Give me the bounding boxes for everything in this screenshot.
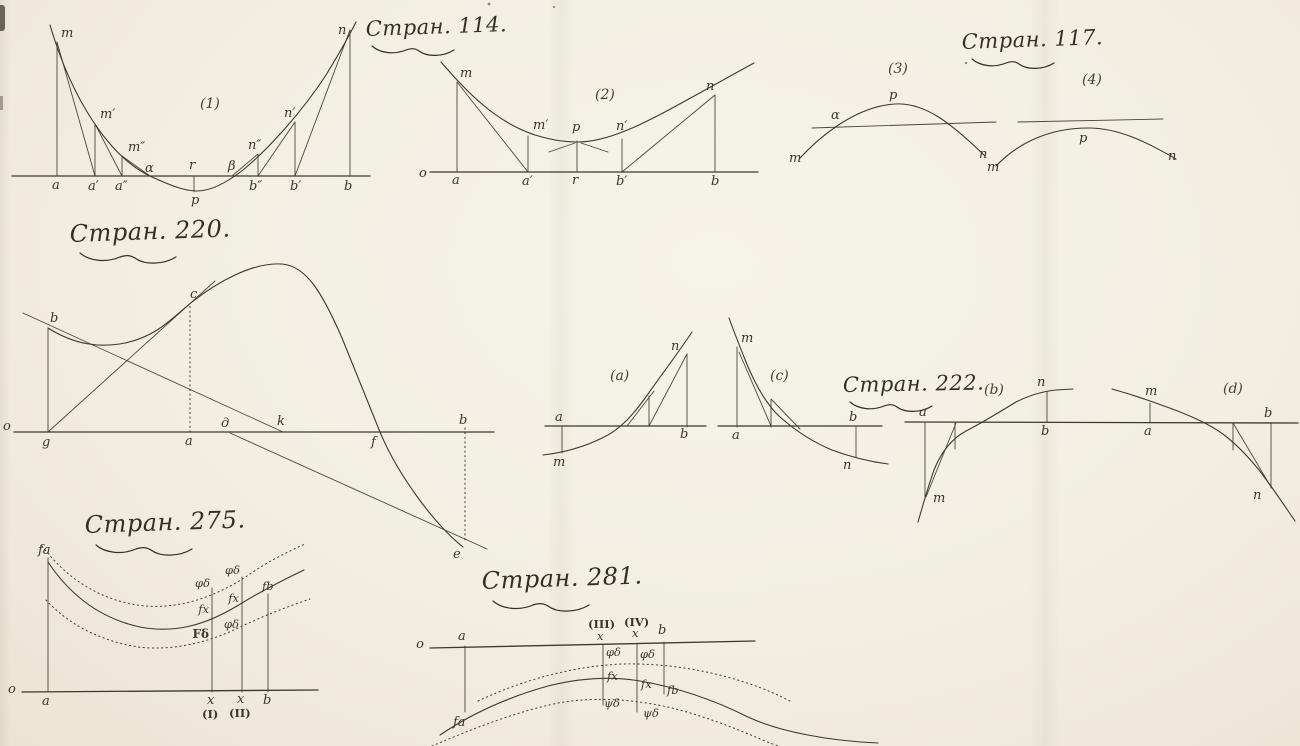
fig220-line-b-k [23,313,283,432]
heading-222-text: Стран. 222. [842,370,985,397]
fig1-label-beta: β [228,159,236,174]
figc-label-b: b [849,410,858,425]
fig275-label-I: (I) [202,707,219,721]
figa-curve [543,332,692,455]
fig281-curve-dotted-upper [478,664,790,701]
figd-number: (d) [1223,381,1243,397]
fig275-label-o: o [8,682,16,697]
heading-275-flourish [96,545,192,555]
figure-4 [987,72,1176,175]
fig2-number: (2) [595,87,615,103]
figa-label-n: n [671,339,680,354]
fig220-label-c: c [190,287,198,302]
fig1-label-a1: a′ [88,179,99,194]
fig4-label-m: m [987,160,1000,175]
fig281-label-III: (III) [588,617,616,631]
fig1-chord-n2-beta [232,154,258,176]
fig1-chord-n1-b2 [258,122,295,176]
heading-281-flourish [493,601,589,611]
fig4-number: (4) [1082,72,1102,88]
figc-number: (c) [770,368,789,384]
heading-275-text: Стран. 275. [84,505,246,539]
fig281-label-fb: fb [667,683,679,697]
fig220-curve [48,264,463,547]
fig281-label-x-III: x [597,629,604,643]
fig220-label-d: д [221,416,230,431]
fig220-label-b-axis: b [459,413,468,428]
figb-chord [926,423,956,497]
heading-281 [481,561,643,611]
heading-220-text: Стран. 220. [69,214,231,248]
figa-tangent [627,391,654,426]
fig1-label-r: r [189,158,196,173]
heading-114 [365,12,507,55]
fig275-label-phid-I: φδ [195,576,210,590]
fig2-label-b1: b′ [616,174,628,189]
fig220-label-e: e [453,547,461,562]
figb-label-n: n [1037,375,1046,390]
fig275-label-phid-lower: φδ [224,617,239,631]
figd-label-b: b [1264,406,1273,421]
fig281-label-fx-III: fx [607,669,618,683]
fig275-label-b: b [263,693,272,708]
fig275-curve-solid-fx [48,562,304,629]
fig2-label-a: a [452,173,460,188]
heading-281-text: Стран. 281. [481,561,643,595]
figure-3 [789,61,996,166]
figd-label-m: m [1145,384,1158,399]
fig2-label-a1: a′ [522,174,533,189]
fig2-label-o: o [419,166,427,181]
fig1-label-a: a [52,178,60,193]
fig220-label-f: f [371,435,376,450]
figa-label-a: a [555,410,563,425]
fig2-chord-m-a1 [457,82,528,172]
fig275-label-II: (II) [229,706,251,720]
fig2-label-n: n [706,79,715,94]
fig3-label-p: p [889,88,898,103]
fig2-label-r: r [572,173,579,188]
fig275-label-fa: fa [38,543,51,558]
scan-speck [488,3,491,6]
fig2-label-m1: m′ [533,118,549,133]
figb-label-m: m [933,491,946,506]
fig220-label-k: k [277,414,285,429]
figd-chord [1233,423,1271,487]
figure-a [543,332,706,470]
fig1-label-b: b [344,179,353,194]
figa-number: (a) [610,368,630,384]
fig275-axis [22,690,318,692]
heading-114-text: Стран. 114. [365,12,508,41]
fig275-label-fx-I: fx [198,602,209,616]
fig3-label-n: n [979,147,988,162]
figb-label-a: a [919,405,927,420]
figc-label-n: n [843,458,852,473]
figb-number: (b) [984,382,1004,398]
fig281-label-fa: fa [453,715,466,730]
fig281-label-psid-III: ψδ [604,696,620,710]
fig275-label-phid-II: φδ [225,563,240,577]
fig275-label-x-I: x [207,693,215,708]
figb-label-b: b [1041,424,1050,439]
heading-117-flourish [972,59,1054,68]
fig275-label-Fd: Fδ [192,627,209,641]
fig281-curve-solid-fx [440,678,878,743]
fig2-label-n1: n′ [616,119,628,134]
figure-275 [8,543,318,721]
figc-chord [739,352,771,426]
figure-1 [12,22,370,208]
fig281-label-phid-IV: φδ [640,647,655,661]
fig281-label-b: b [658,623,667,638]
figc-label-a: a [732,428,740,443]
figure-d [1112,381,1295,521]
heading-222 [843,371,985,412]
fig1-label-p: p [191,193,200,208]
fig281-label-a: a [458,629,466,644]
fig220-line-d-e [230,433,487,549]
figd-label-a: a [1144,424,1152,439]
figa-label-b: b [680,427,689,442]
fig281-axis [430,641,755,648]
fig1-label-m1: m′ [100,107,116,122]
fig2-label-m: m [460,66,473,81]
fig220-label-g: g [42,435,51,450]
fig220-label-o: o [3,419,11,434]
fig1-label-b1: b′ [290,179,302,194]
fig281-label-x-IV: x [632,626,639,640]
fig281-label-IV: (IV) [624,615,650,629]
fig1-number: (1) [200,96,220,112]
heading-220 [69,214,231,263]
fig275-label-fx-II: fx [228,591,239,605]
fig2-label-b: b [711,174,720,189]
figc-label-m: m [741,331,754,346]
fig1-label-m: m [61,26,74,41]
fig4-label-p: p [1079,131,1088,146]
figa-chord [649,354,687,426]
figc-tangent [771,399,800,429]
fig281-label-o: o [416,637,424,652]
fig2-chord-n-b1 [622,95,715,172]
scan-speck [553,6,555,8]
fig2-label-p: p [572,120,581,135]
fig220-label-b-top: b [50,311,59,326]
fig281-label-psid-IV: ψδ [643,706,659,720]
figa-label-m: m [553,455,566,470]
fig220-label-a: a [185,434,193,449]
fig1-label-a2: a″ [115,179,128,194]
fig1-chord-m-a1 [57,42,95,176]
fig1-label-n: n [338,23,347,38]
fig1-chord-m1-a2 [95,124,122,176]
fig2-tangent-left [549,143,575,152]
fig275-label-fb: fb [262,579,274,593]
fig3-label-alpha: α [831,108,840,123]
fig1-label-alpha: α [145,161,154,176]
heading-117 [961,25,1103,68]
figure-2 [419,62,758,189]
heading-114-flourish [372,46,454,55]
heading-275 [84,505,246,555]
fig275-label-a: a [42,694,50,709]
fig4-label-n: n [1168,149,1177,164]
fig275-label-x-II: x [237,692,245,707]
fig3-label-m: m [789,151,802,166]
scan-speck [965,62,967,64]
figure-220 [3,264,494,562]
fig3-curve [800,104,985,158]
heading-117-text: Стран. 117. [961,25,1104,54]
figure-281 [416,615,878,746]
fig2-tangent-right [581,143,608,152]
fig1-label-n1: n′ [284,106,296,121]
figb-figd-axis [905,422,1298,423]
fig275-curve-dotted-lower [46,599,310,648]
fig281-label-fx-IV: fx [641,677,652,691]
fig3-number: (3) [888,61,908,77]
fig1-chord-n-b1 [295,30,350,176]
fig281-label-phid-III: φδ [606,645,621,659]
fig4-tangent-line [1018,119,1163,122]
heading-220-flourish [80,253,176,263]
fig1-label-n2: n″ [248,138,262,153]
figd-label-n: n [1253,488,1262,503]
fig1-label-m2: m″ [128,140,146,155]
fig1-label-b2: b″ [249,179,263,194]
fig275-curve-dotted-upper [42,544,305,606]
